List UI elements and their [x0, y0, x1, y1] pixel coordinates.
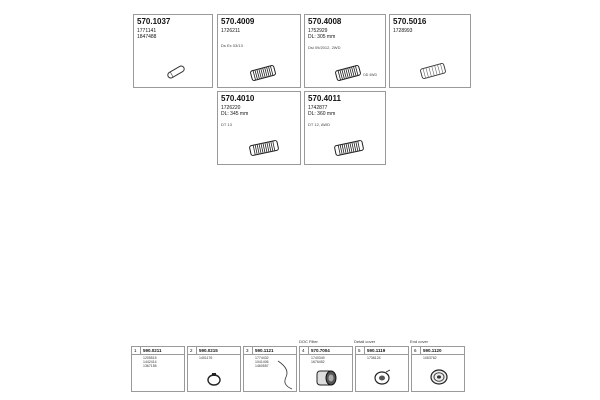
ref-number: 1742877 — [308, 105, 328, 111]
pipe-length: DL: 360 mm — [308, 111, 336, 117]
flex-pipe-icon — [248, 138, 280, 158]
ref-number: 1460557 — [255, 364, 269, 368]
doc-filter-label: DOC Filter — [299, 339, 318, 344]
position-number: 6 — [414, 348, 417, 353]
position-number: 5 — [358, 348, 361, 353]
part-number: 570.4008 — [308, 17, 342, 26]
clamp-ring-icon — [206, 373, 222, 387]
accessory-header — [356, 347, 408, 355]
gasket-wire-icon — [274, 359, 296, 391]
end-cover-icon — [428, 367, 450, 387]
clamp-part-icon — [164, 63, 188, 81]
header-divider — [252, 347, 253, 354]
accessory-header — [300, 347, 352, 355]
accessory-header — [132, 347, 184, 355]
part-card-570-4009[interactable] — [217, 14, 301, 88]
part-number: 570.4011 — [308, 94, 341, 103]
part-card-570-4010[interactable] — [217, 91, 301, 165]
ref-number: 1041406 — [255, 360, 269, 364]
flex-pipe-icon — [333, 138, 365, 158]
part-number: 590.1121 — [255, 348, 274, 353]
ref-number: 1847488 — [137, 34, 157, 40]
ref-number: 1728993 — [393, 28, 413, 34]
ref-number: 1205515 — [143, 356, 157, 360]
header-divider — [308, 347, 309, 354]
part-number: 570.1037 — [137, 17, 171, 26]
position-number: 2 — [190, 348, 193, 353]
part-number: 590.1120 — [423, 348, 442, 353]
position-number: 1 — [134, 348, 137, 353]
flex-pipe-icon — [418, 61, 448, 81]
header-divider — [420, 347, 421, 354]
header-divider — [196, 347, 197, 354]
part-card-570-5016[interactable] — [389, 14, 471, 88]
part-number: 590.0215 — [199, 348, 218, 353]
ref-number: 1752929 — [308, 28, 328, 34]
accessory-card-6[interactable] — [411, 346, 465, 392]
accessory-card-1[interactable] — [131, 346, 185, 392]
fitment-note: Dsl 09/2012, 2WD — [308, 45, 341, 50]
doc-filter-icon — [314, 367, 338, 389]
pipe-length: DL: 305 mm — [308, 34, 336, 40]
accessory-card-5[interactable] — [355, 346, 409, 392]
part-number: 590.0211 — [143, 348, 162, 353]
part-number: 570.7004 — [311, 348, 330, 353]
ref-number: 1740349 — [311, 356, 325, 360]
pipe-length: DL: 345 mm — [221, 111, 249, 117]
end-cover-label: End cover — [410, 339, 429, 344]
drive-tag: OD 4WD — [363, 73, 377, 77]
accessory-header — [188, 347, 240, 355]
position-number: 4 — [302, 348, 305, 353]
part-card-570-4011[interactable] — [304, 91, 386, 165]
accessory-card-4[interactable] — [299, 346, 353, 392]
ref-number: 1771141 — [137, 28, 157, 34]
ref-number: 1736124 — [367, 356, 381, 360]
header-divider — [140, 347, 141, 354]
ref-number: 1774432 — [255, 356, 269, 360]
ref-number: 1401176 — [199, 356, 213, 360]
detail-cover-label: Detail cover — [354, 339, 376, 344]
fitment-note: DT 13 — [221, 122, 232, 127]
accessory-card-3[interactable] — [243, 346, 297, 392]
fitment-note: DT 12, AWD — [308, 122, 331, 127]
fitment-note: Ds Ex 03/13 — [221, 43, 243, 48]
flex-pipe-icon — [333, 63, 363, 83]
part-number: 570.4009 — [221, 17, 255, 26]
header-divider — [364, 347, 365, 354]
ref-number: 1726211 — [221, 28, 241, 34]
ref-number: 1726220 — [221, 105, 241, 111]
position-number: 3 — [246, 348, 249, 353]
part-card-570-1037[interactable] — [133, 14, 213, 88]
ref-number: 1442414 — [143, 360, 157, 364]
ref-number: 1367155 — [143, 364, 157, 368]
part-card-570-4008[interactable] — [304, 14, 386, 88]
part-number: 570.4010 — [221, 94, 255, 103]
accessory-header — [412, 347, 464, 355]
part-number: 570.5016 — [393, 17, 427, 26]
ref-number: 1676452 — [311, 360, 325, 364]
detail-cover-icon — [372, 369, 392, 387]
accessory-header — [244, 347, 296, 355]
accessory-card-2[interactable] — [187, 346, 241, 392]
flex-pipe-icon — [248, 63, 278, 83]
ref-number: 1063762 — [423, 356, 437, 360]
part-number: 590.1119 — [367, 348, 386, 353]
